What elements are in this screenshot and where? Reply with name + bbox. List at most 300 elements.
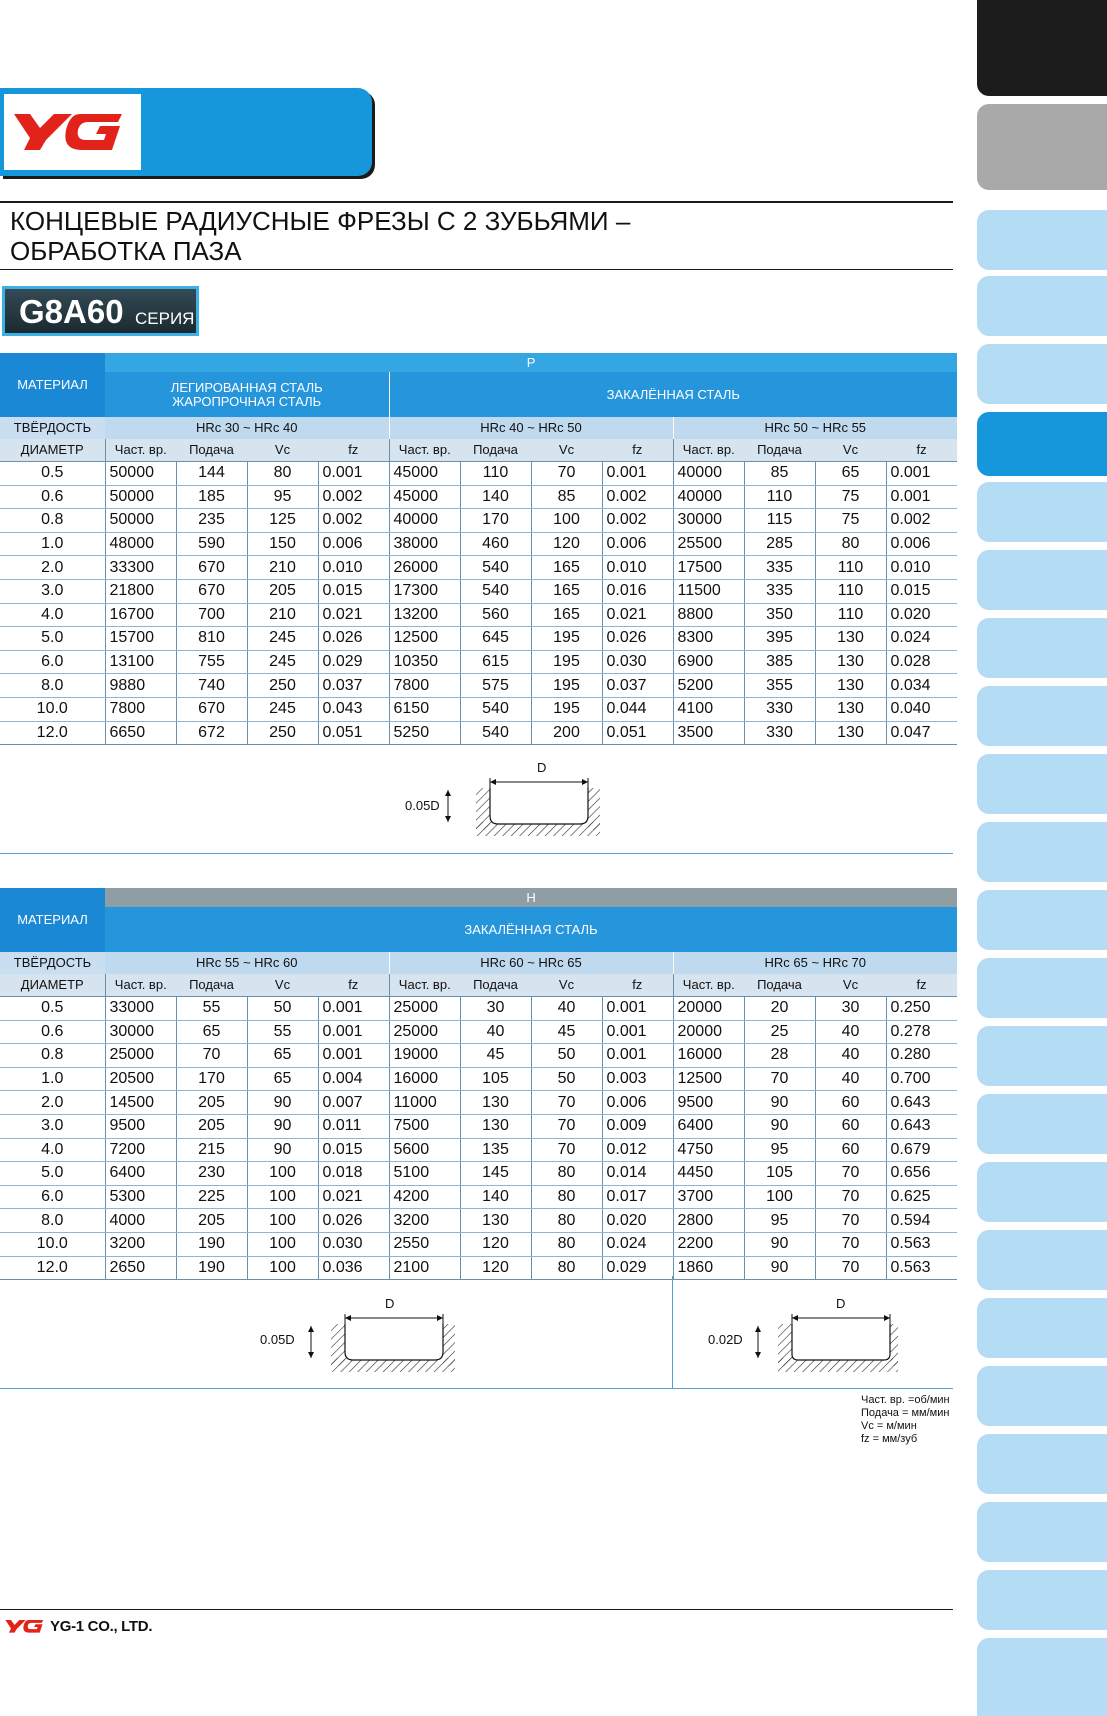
value-cell: 0.594: [886, 1209, 957, 1233]
t1-col-vc-1: Vc: [247, 439, 318, 462]
value-cell: 80: [531, 1209, 602, 1233]
diameter-cell: 12.0: [0, 1256, 105, 1280]
value-cell: 0.656: [886, 1162, 957, 1186]
value-cell: 0.040: [886, 697, 957, 721]
side-tab-2[interactable]: [977, 104, 1107, 190]
diagram-2-d-label: D: [385, 1296, 395, 1311]
value-cell: 0.018: [318, 1162, 389, 1186]
value-cell: 90: [744, 1256, 815, 1280]
value-cell: 7200: [105, 1138, 176, 1162]
table-row: [0, 1209, 957, 1233]
material-band-h: H: [105, 888, 957, 907]
value-cell: 17300: [389, 579, 460, 603]
value-cell: 0.030: [318, 1232, 389, 1256]
legend-fz: fz = мм/зуб: [861, 1433, 918, 1445]
table-row: [0, 697, 957, 721]
value-cell: 0.036: [318, 1256, 389, 1280]
value-cell: 165: [531, 556, 602, 580]
table-row: [0, 1232, 957, 1256]
value-cell: 3200: [389, 1209, 460, 1233]
value-cell: 25500: [673, 532, 744, 556]
diagram-1-d-label: D: [537, 760, 547, 775]
slot-diagram-1: [400, 760, 600, 840]
diameter-cell: 2.0: [0, 556, 105, 580]
value-cell: 560: [460, 603, 531, 627]
value-cell: 5200: [673, 674, 744, 698]
value-cell: 130: [815, 721, 886, 745]
group-alloy-steel-line-2: ЖАРОПРОЧНАЯ СТАЛЬ: [172, 393, 322, 409]
t1-col-fz-2: fz: [602, 439, 673, 462]
value-cell: 0.029: [602, 1256, 673, 1280]
value-cell: 50000: [105, 509, 176, 533]
diameter-cell: 1.0: [0, 532, 105, 556]
column-labels-row-2: [0, 974, 957, 997]
value-cell: 90: [744, 1114, 815, 1138]
value-cell: 0.002: [318, 485, 389, 509]
value-cell: 90: [744, 1091, 815, 1115]
t1-col-rpm-2: Част. вр.: [389, 439, 460, 462]
value-cell: 13200: [389, 603, 460, 627]
value-cell: 45: [531, 1020, 602, 1044]
side-tab-strip: [977, 0, 1107, 1716]
value-cell: 755: [176, 650, 247, 674]
value-cell: 0.278: [886, 1020, 957, 1044]
side-tab-18[interactable]: [977, 1230, 1107, 1290]
side-tab-6-active[interactable]: [977, 412, 1107, 476]
value-cell: 11500: [673, 579, 744, 603]
value-cell: 45000: [389, 462, 460, 486]
page-title: [10, 206, 630, 266]
value-cell: 80: [531, 1232, 602, 1256]
value-cell: 615: [460, 650, 531, 674]
section-divider-2: [0, 1388, 953, 1389]
value-cell: 70: [176, 1044, 247, 1068]
table-row: [0, 1162, 957, 1186]
value-cell: 70: [815, 1232, 886, 1256]
value-cell: 670: [176, 556, 247, 580]
value-cell: 645: [460, 627, 531, 651]
value-cell: 80: [247, 462, 318, 486]
value-cell: 5300: [105, 1185, 176, 1209]
side-tab-13[interactable]: [977, 890, 1107, 950]
value-cell: 30: [460, 997, 531, 1021]
value-cell: 0.026: [318, 627, 389, 651]
value-cell: 0.625: [886, 1185, 957, 1209]
value-cell: 3500: [673, 721, 744, 745]
value-cell: 205: [176, 1209, 247, 1233]
value-cell: 70: [531, 1114, 602, 1138]
value-cell: 130: [460, 1209, 531, 1233]
value-cell: 110: [460, 462, 531, 486]
value-cell: 65: [815, 462, 886, 486]
hardness-range-2-3: HRc 65 ~ HRc 70: [673, 952, 957, 974]
value-cell: 50: [531, 1067, 602, 1091]
hardness-range-2: HRc 40 ~ HRc 50: [389, 417, 673, 439]
table-row: [0, 509, 957, 533]
value-cell: 245: [247, 650, 318, 674]
value-cell: 30000: [673, 509, 744, 533]
value-cell: 144: [176, 462, 247, 486]
diameter-cell: 8.0: [0, 674, 105, 698]
value-cell: 4200: [389, 1185, 460, 1209]
value-cell: 100: [247, 1162, 318, 1186]
legend-feed: Подача = мм/мин: [861, 1407, 950, 1419]
table-row: [0, 721, 957, 745]
value-cell: 0.047: [886, 721, 957, 745]
value-cell: 0.002: [318, 509, 389, 533]
value-cell: 16000: [389, 1067, 460, 1091]
value-cell: 385: [744, 650, 815, 674]
hardness-range-3: HRc 50 ~ HRc 55: [673, 417, 957, 439]
value-cell: 7800: [389, 674, 460, 698]
value-cell: 250: [247, 674, 318, 698]
cutting-data-table-h: [0, 888, 957, 1280]
value-cell: 9500: [105, 1114, 176, 1138]
side-tab-5[interactable]: [977, 344, 1107, 404]
value-cell: 4000: [105, 1209, 176, 1233]
side-tab-23[interactable]: [977, 1570, 1107, 1630]
table-row: [0, 556, 957, 580]
value-cell: 50000: [105, 462, 176, 486]
value-cell: 30: [815, 997, 886, 1021]
value-cell: 110: [815, 603, 886, 627]
brand-header: [0, 88, 372, 176]
value-cell: 130: [815, 650, 886, 674]
value-cell: 0.643: [886, 1114, 957, 1138]
value-cell: 0.563: [886, 1256, 957, 1280]
t2-col-rpm-2: Част. вр.: [389, 974, 460, 997]
side-tab-20[interactable]: [977, 1366, 1107, 1426]
value-cell: 0.015: [318, 1138, 389, 1162]
value-cell: 6400: [105, 1162, 176, 1186]
value-cell: 100: [247, 1232, 318, 1256]
hardness-range-2-1: HRc 55 ~ HRc 60: [105, 952, 389, 974]
value-cell: 0.001: [602, 1044, 673, 1068]
value-cell: 700: [176, 603, 247, 627]
value-cell: 205: [176, 1114, 247, 1138]
value-cell: 85: [531, 485, 602, 509]
value-cell: 8300: [673, 627, 744, 651]
side-tab-10[interactable]: [977, 686, 1107, 746]
value-cell: 0.004: [318, 1067, 389, 1091]
diameter-cell: 6.0: [0, 1185, 105, 1209]
side-tab-12[interactable]: [977, 822, 1107, 882]
diameter-cell: 0.8: [0, 509, 105, 533]
value-cell: 200: [531, 721, 602, 745]
table-row: [0, 650, 957, 674]
value-cell: 0.043: [318, 697, 389, 721]
value-cell: 0.280: [886, 1044, 957, 1068]
value-cell: 0.001: [602, 997, 673, 1021]
diameter-cell: 6.0: [0, 650, 105, 674]
value-cell: 9500: [673, 1091, 744, 1115]
value-cell: 0.017: [602, 1185, 673, 1209]
value-cell: 70: [815, 1256, 886, 1280]
value-cell: 810: [176, 627, 247, 651]
value-cell: 0.700: [886, 1067, 957, 1091]
value-cell: 130: [460, 1114, 531, 1138]
value-cell: 0.001: [318, 1044, 389, 1068]
value-cell: 80: [531, 1256, 602, 1280]
value-cell: 45: [460, 1044, 531, 1068]
value-cell: 150: [247, 532, 318, 556]
value-cell: 20500: [105, 1067, 176, 1091]
side-tab-9[interactable]: [977, 618, 1107, 678]
value-cell: 60: [815, 1114, 886, 1138]
side-tab-24[interactable]: [977, 1638, 1107, 1716]
table-row: [0, 579, 957, 603]
value-cell: 95: [744, 1138, 815, 1162]
value-cell: 80: [815, 532, 886, 556]
material-header-2: МАТЕРИАЛ: [0, 888, 105, 952]
value-cell: 4750: [673, 1138, 744, 1162]
t1-col-fz-1: fz: [318, 439, 389, 462]
side-tab-4[interactable]: [977, 276, 1107, 336]
value-cell: 0.051: [318, 721, 389, 745]
value-cell: 17500: [673, 556, 744, 580]
value-cell: 40000: [673, 462, 744, 486]
value-cell: 33000: [105, 997, 176, 1021]
value-cell: 0.012: [602, 1138, 673, 1162]
table-row: [0, 1091, 957, 1115]
value-cell: 0.007: [318, 1091, 389, 1115]
table-row: [0, 1020, 957, 1044]
diameter-cell: 5.0: [0, 627, 105, 651]
value-cell: 5600: [389, 1138, 460, 1162]
value-cell: 0.014: [602, 1162, 673, 1186]
value-cell: 20: [744, 997, 815, 1021]
value-cell: 130: [815, 627, 886, 651]
value-cell: 5100: [389, 1162, 460, 1186]
value-cell: 330: [744, 721, 815, 745]
value-cell: 0.020: [602, 1209, 673, 1233]
value-cell: 250: [247, 721, 318, 745]
value-cell: 28: [744, 1044, 815, 1068]
diameter-cell: 0.6: [0, 1020, 105, 1044]
value-cell: 80: [531, 1185, 602, 1209]
value-cell: 130: [460, 1091, 531, 1115]
value-cell: 7800: [105, 697, 176, 721]
value-cell: 0.015: [318, 579, 389, 603]
value-cell: 120: [531, 532, 602, 556]
diameter-cell: 3.0: [0, 1114, 105, 1138]
side-tab-1[interactable]: [977, 0, 1107, 96]
value-cell: 25000: [389, 997, 460, 1021]
value-cell: 65: [247, 1044, 318, 1068]
value-cell: 170: [176, 1067, 247, 1091]
value-cell: 285: [744, 532, 815, 556]
value-cell: 40: [815, 1067, 886, 1091]
title-rule-bottom: [0, 269, 953, 270]
value-cell: 0.679: [886, 1138, 957, 1162]
value-cell: 140: [460, 1185, 531, 1209]
side-tab-14[interactable]: [977, 958, 1107, 1018]
yg-logo-icon: [10, 106, 130, 156]
value-cell: 10350: [389, 650, 460, 674]
value-cell: 40: [531, 997, 602, 1021]
footer-yg-logo-icon: [4, 1617, 46, 1635]
value-cell: 0.029: [318, 650, 389, 674]
value-cell: 0.002: [602, 509, 673, 533]
diameter-cell: 3.0: [0, 579, 105, 603]
value-cell: 0.010: [602, 556, 673, 580]
value-cell: 45000: [389, 485, 460, 509]
value-cell: 90: [247, 1138, 318, 1162]
value-cell: 0.021: [318, 1185, 389, 1209]
value-cell: 12500: [673, 1067, 744, 1091]
value-cell: 355: [744, 674, 815, 698]
legend-rpm: Част. вр. =об/мин: [861, 1394, 950, 1406]
value-cell: 25: [744, 1020, 815, 1044]
value-cell: 195: [531, 627, 602, 651]
value-cell: 70: [531, 1091, 602, 1115]
value-cell: 16000: [673, 1044, 744, 1068]
value-cell: 2550: [389, 1232, 460, 1256]
side-tab-3[interactable]: [977, 210, 1107, 270]
value-cell: 70: [815, 1209, 886, 1233]
value-cell: 235: [176, 509, 247, 533]
value-cell: 335: [744, 556, 815, 580]
side-tab-16[interactable]: [977, 1094, 1107, 1154]
value-cell: 0.001: [886, 462, 957, 486]
value-cell: 540: [460, 721, 531, 745]
value-cell: 100: [247, 1256, 318, 1280]
value-cell: 30000: [105, 1020, 176, 1044]
t1-col-vc-2: Vc: [531, 439, 602, 462]
value-cell: 16700: [105, 603, 176, 627]
value-cell: 195: [531, 650, 602, 674]
slot-diagram-2: [255, 1296, 455, 1376]
value-cell: 195: [531, 674, 602, 698]
value-cell: 95: [744, 1209, 815, 1233]
value-cell: 11000: [389, 1091, 460, 1115]
cutting-data-table-p: [0, 353, 957, 745]
diameter-label: ДИАМЕТР: [0, 439, 105, 462]
group-hardened-steel: ЗАКАЛЁННАЯ СТАЛЬ: [389, 372, 957, 417]
side-tab-19[interactable]: [977, 1298, 1107, 1358]
table-row: [0, 1138, 957, 1162]
value-cell: 0.001: [602, 462, 673, 486]
value-cell: 4100: [673, 697, 744, 721]
value-cell: 80: [531, 1162, 602, 1186]
value-cell: 395: [744, 627, 815, 651]
value-cell: 115: [744, 509, 815, 533]
value-cell: 60: [815, 1091, 886, 1115]
value-cell: 15700: [105, 627, 176, 651]
diameter-cell: 4.0: [0, 1138, 105, 1162]
hardness-label-2: ТВЁРДОСТЬ: [0, 952, 105, 974]
side-tab-7[interactable]: [977, 482, 1107, 542]
value-cell: 0.015: [886, 579, 957, 603]
page-title-line-1: КОНЦЕВЫЕ РАДИУСНЫЕ ФРЕЗЫ С 2 ЗУБЬЯМИ –: [10, 206, 631, 236]
table-row: [0, 1114, 957, 1138]
table-row: [0, 1256, 957, 1280]
section-divider-1: [0, 853, 953, 854]
value-cell: 1860: [673, 1256, 744, 1280]
table-row: [0, 485, 957, 509]
value-cell: 26000: [389, 556, 460, 580]
side-tab-8[interactable]: [977, 550, 1107, 610]
side-tab-15[interactable]: [977, 1026, 1107, 1086]
series-code: G8A60: [19, 293, 124, 330]
value-cell: 335: [744, 579, 815, 603]
value-cell: 0.009: [602, 1114, 673, 1138]
value-cell: 120: [460, 1232, 531, 1256]
t2-col-feed-1: Подача: [176, 974, 247, 997]
table-row: [0, 532, 957, 556]
value-cell: 90: [247, 1114, 318, 1138]
diameter-cell: 5.0: [0, 1162, 105, 1186]
t1-col-rpm-3: Част. вр.: [673, 439, 744, 462]
value-cell: 130: [815, 697, 886, 721]
side-tab-17[interactable]: [977, 1162, 1107, 1222]
group-hardened-steel-2: ЗАКАЛЁННАЯ СТАЛЬ: [105, 907, 957, 952]
value-cell: 575: [460, 674, 531, 698]
side-tab-22[interactable]: [977, 1502, 1107, 1562]
value-cell: 70: [815, 1162, 886, 1186]
value-cell: 0.011: [318, 1114, 389, 1138]
value-cell: 190: [176, 1232, 247, 1256]
value-cell: 740: [176, 674, 247, 698]
value-cell: 7500: [389, 1114, 460, 1138]
hardness-range-2-2: HRc 60 ~ HRc 65: [389, 952, 673, 974]
value-cell: 0.021: [602, 603, 673, 627]
value-cell: 135: [460, 1138, 531, 1162]
t2-col-vc-1: Vc: [247, 974, 318, 997]
value-cell: 350: [744, 603, 815, 627]
value-cell: 70: [531, 1138, 602, 1162]
value-cell: 48000: [105, 532, 176, 556]
value-cell: 460: [460, 532, 531, 556]
side-tab-11[interactable]: [977, 754, 1107, 814]
value-cell: 210: [247, 603, 318, 627]
value-cell: 105: [744, 1162, 815, 1186]
diameter-cell: 1.0: [0, 1067, 105, 1091]
value-cell: 105: [460, 1067, 531, 1091]
diameter-cell: 0.8: [0, 1044, 105, 1068]
value-cell: 0.250: [886, 997, 957, 1021]
t2-col-feed-3: Подача: [744, 974, 815, 997]
value-cell: 0.026: [318, 1209, 389, 1233]
value-cell: 40000: [389, 509, 460, 533]
table-row: [0, 997, 957, 1021]
table-row: [0, 674, 957, 698]
value-cell: 130: [815, 674, 886, 698]
hardness-range-1: HRc 30 ~ HRc 40: [105, 417, 389, 439]
value-cell: 215: [176, 1138, 247, 1162]
side-tab-21[interactable]: [977, 1434, 1107, 1494]
value-cell: 2800: [673, 1209, 744, 1233]
footer-company: YG-1 CO., LTD.: [50, 1618, 153, 1635]
value-cell: 165: [531, 579, 602, 603]
value-cell: 0.001: [318, 462, 389, 486]
value-cell: 0.020: [886, 603, 957, 627]
value-cell: 205: [247, 579, 318, 603]
value-cell: 6150: [389, 697, 460, 721]
value-cell: 0.006: [886, 532, 957, 556]
value-cell: 25000: [389, 1020, 460, 1044]
value-cell: 21800: [105, 579, 176, 603]
value-cell: 672: [176, 721, 247, 745]
value-cell: 38000: [389, 532, 460, 556]
diagram-divider: [672, 1276, 673, 1388]
value-cell: 0.044: [602, 697, 673, 721]
page-title-line-2: ОБРАБОТКА ПАЗА: [10, 236, 242, 266]
t2-col-fz-1: fz: [318, 974, 389, 997]
value-cell: 40: [460, 1020, 531, 1044]
value-cell: 0.002: [602, 485, 673, 509]
value-cell: 20000: [673, 997, 744, 1021]
